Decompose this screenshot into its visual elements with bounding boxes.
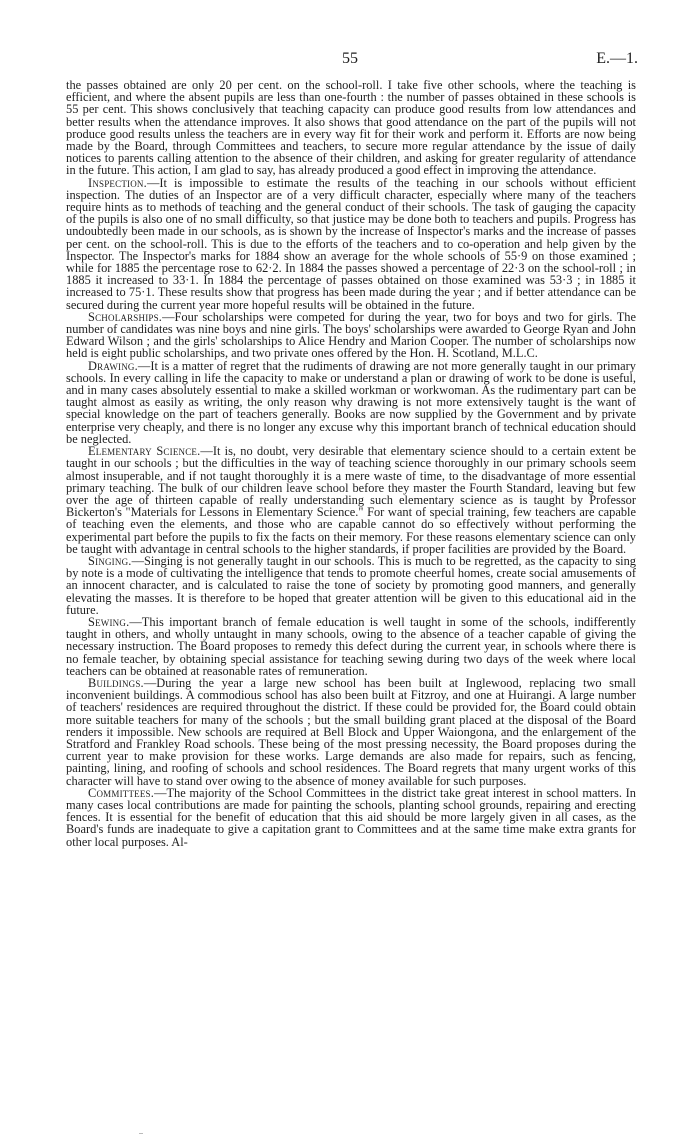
paragraph-text: —During the year a large new school has been built at Inglewood, replacing two small inconvenient buildings. A commodious school has also been built at Fitzroy, and one at Huirangi. A large number of teachers' residences are required throughout the district. If these could be provided for, the Board could obtain more suitable teachers for many of the schools ; but the small building grant placed at the disposal of the Board renders it impossible. New schools are required at Bell Block and Upper Waiongona, and the enlargement of the Stratford and Frankley Road schools. These being of the most pressing necessity, the Board proposes during the current year to make provision for these works. Large demands are also made for repairs, such as fencing, painting, lining, and roofing of schools and school residences. The Board regrets that many urgent works of this character will have to stand over owing to the absence of money available for such purposes. [66, 675, 636, 788]
paragraph-scholarships [66, 311, 636, 360]
paragraph-text: the passes obtained are only 20 per cent. on the school-roll. I take five other schools, where the teaching is efficient, and where the absent pupils are less than one-fourth : the number of passes obtained in these schools is 55 per cent. This shows conclusively that teaching capacity can produce good results from low attendances and better results when the attendance improves. It also shows that good attendance on the part of the pupils will not produce good results unless the teachers are in every way fit for their work and perform it. Efforts are now being made by the Board, through Committees and teachers, to secure more regular attendance by the issue of daily notices to parents calling attention to the absence of their children, and asking for greater regularity of attendance in the future. This action, I am glad to say, has already produced a good effect in improving the attendance. [66, 78, 636, 178]
paragraph-attendance [66, 79, 636, 177]
scan-mark [139, 1133, 143, 1134]
paragraph-committees [66, 787, 636, 848]
section-heading: Sewing. [88, 614, 130, 629]
section-heading: Committees. [88, 785, 155, 800]
paragraph-text: —Singing is not generally taught in our schools. This is much to be regretted, as the capacity to sing by note is a mode of cultivating the intelligence that tends to promote cheerful homes, create social amusements of an innocent character, and is calculated to raise the tone of society by promoting good manners, and generally elevating the masses. It is therefore to be hoped that greater attention will be given to this educational aid in the future. [66, 553, 636, 617]
section-heading: Buildings. [88, 675, 144, 690]
document-reference: E.—1. [596, 50, 638, 67]
report-body [66, 79, 636, 848]
paragraph-text: —The majority of the School Committees in the district take great interest in school matters. In many cases local contributions are made for painting the schools, planting school grounds, repairing and erecting fences. It is essential for the benefit of education that this aid should be more largely given in all cases, as the Board's funds are inadequate to give a capitation grant to Committees and at the same time make extra grants for other local purposes. Al- [66, 785, 636, 849]
section-heading: Inspection. [88, 175, 147, 190]
paragraph-singing [66, 555, 636, 616]
section-heading: Elementary Science. [88, 444, 201, 459]
paragraph-text: —It is impossible to estimate the results of the teaching in our schools without efficient inspection. The duties of an Inspector are of a very difficult character, especially where many of the teachers require hints as to methods of teaching and the general conduct of their schools. The task of gauging the capacity of the pupils is also one of no small difficulty, so that justice may be done both to teachers and pupils. Progress has undoubtedly been made in our schools, as is shown by the increase of Inspector's marks and the increase of passes per cent. on the school-roll. This is due to the efforts of the teachers and to co-operation and help given by the Inspector. The Inspector's marks for 1884 show an average for the whole schools of 55·9 on those examined ; while for 1885 the percentage rose to 62·2. In 1884 the passes showed a percentage of 22·3 on the school-roll ; in 1885 it increased to 33·1. In 1884 the percentage of passes obtained on those examined was 53·3 ; in 1885 it increased to 75·1. These results show that progress has been made during the year ; and if better attendance can be secured during the current year more hopeful results will be obtained in the future. [66, 175, 636, 312]
paragraph-inspection [66, 177, 636, 311]
section-heading: Scholarships. [88, 309, 163, 324]
paragraph-elementary-science [66, 445, 636, 555]
paragraph-text: —It is, no doubt, very desirable that elementary science should to a certain extent be taught in our schools ; but the difficulties in the way of teaching science thoroughly in our primary schools seem almost insuperable, and if not taught thoroughly it is a mere waste of time, to the disadvantage of more essential primary teaching. The bulk of our children leave school before they master the Fourth Standard, leaving but few over the age of thirteen capable of really understanding such elementary science as is taught by Professor Bickerton's "Materials for Lessons in Elementary Science." For want of special training, few teachers are capable of teaching even the elements, and those who are capable cannot do so effectively without performing the experimental part before the pupils to fix the facts on their memory. For these reasons elementary science can only be taught with advantage in central schools to the higher standards, if proper facilities are provided by the Board. [66, 444, 637, 556]
section-heading: Drawing. [88, 358, 138, 373]
section-heading: Singing. [88, 553, 132, 568]
paragraph-drawing [66, 360, 636, 445]
paragraph-text: —Four scholarships were competed for during the year, two for boys and two for girls. The number of candidates was nine boys and nine girls. The boys' scholarships were awarded to George Ryan and John Edward Wilson ; and the girls' scholarships to Alice Hendry and Marion Cooper. The number of scholarships now held is eight public scholarships, and two private ones offered by the Hon. H. Scotland, M.L.C. [66, 309, 636, 361]
paragraph-text: —This important branch of female education is well taught in some of the schools, indifferently taught in others, and wholly untaught in many schools, owing to the absence of a teacher capable of giving the necessary instruction. The Board proposes to remedy this defect during the current year, in schools where there is no female teacher, by obtaining special assistance for teaching sewing during two days of the week where local teachers can be obtained at reasonable rates of remuneration. [66, 614, 636, 678]
paragraph-buildings [66, 677, 636, 787]
paragraph-sewing [66, 616, 636, 677]
page-number: 55 [342, 50, 358, 67]
paragraph-text: —It is a matter of regret that the rudiments of drawing are not more generally taught in our primary schools. In every calling in life the capacity to make or understand a plan or drawing of work to be done is useful, and in many cases absolutely essential to make a skilled workman or workwoman. As the rudimentary part can be taught almost as easily as writing, the only reason why drawing is not more extensively taught is the want of special knowledge on the part of teachers generally. Books are now supplied by the Government and by private enterprise very cheaply, and there is no longer any excuse why this important branch of technical education should be neglected. [66, 358, 636, 446]
